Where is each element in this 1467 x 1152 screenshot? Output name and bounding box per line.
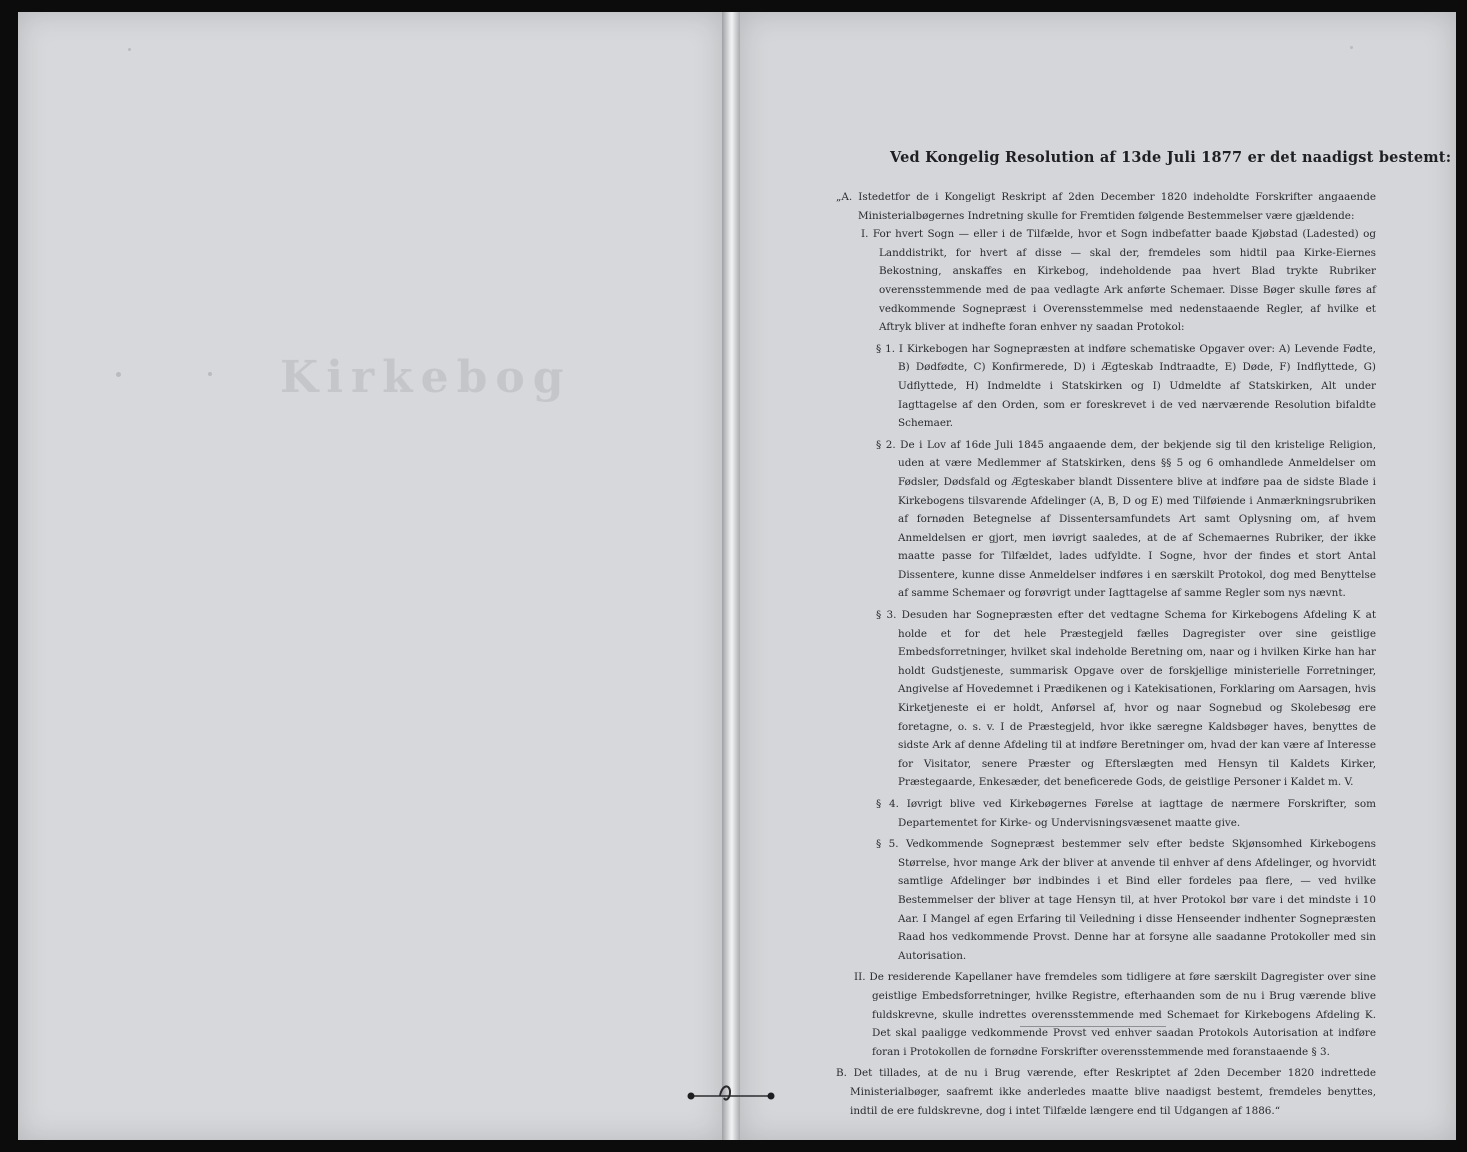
section-1 — [836, 340, 1376, 433]
paragraph-text: § 2. De i Lov af 16de Juli 1845 angaaende dem, der bekjende sig til den kristelige Religion, uden at være Medlemmer af Statskirken, dens §§ 5 og 6 omhandlede Anmeldelser om Fødsler, Dødsfald og Ægteskaber blandt Dissentere blive at indføre paa de sidste Blade i Kirkebogens tilsvarende Afdelinger (A, B, D og E) med Tilføiende i Anmærkningsrubriken af fornøden Betegnelse af Dissentersamfundets Art samt Oplysning om, af hvem Anmeldelsen er gjort, men iøvrigt saaledes, at de af Schemaernes Rubriker, der ikke maatte passe for Tilfældet, lades udfyldte. I Sogne, hvor der findes et stort Antal Dissentere, kunne disse Anmeldelser indføres i en særskilt Protokol, dog med Benyttelse af samme Schemaer og forøvrigt under Iagttagelse af samme Regler som nys nævnt. — [876, 438, 1376, 600]
paragraph-text: „A. Istedetfor de i Kongeligt Reskript af 2den December 1820 indeholdte Forskrifter angaaende Ministerialbøgernes Indretning skulle for Fremtiden følgende Bestemmelser være gjældende: — [836, 191, 1376, 222]
paragraph-i — [836, 225, 1376, 337]
paragraph-text: I. For hvert Sogn — eller i de Tilfælde, hvor et Sogn indbefatter baade Kjøbstad (Ladested) og Landdistrikt, for hvert af disse — skal der, fremdeles som hidtil paa Kirke-Eiernes Bekostning, anskaffes en Kirkebog, indeholdende paa hvert Blad trykte Rubriker overensstemmende med de paa vedlagte Ark anførte Schemaer. Disse Bøger skulle føres af vedkommende Sognepræst i Overensstemmelse med nedenstaaende Regler, af hvilke et Aftryk bliver at indhefte foran enhver ny saadan Protokol: — [861, 228, 1376, 334]
section-3 — [836, 606, 1376, 792]
section-4 — [836, 795, 1376, 832]
paragraph-text: II. De residerende Kapellaner have fremdeles som tidligere at føre særskilt Dagregister over sine geistlige Embedsforretninger, hvilke Registre, efterhaanden som de nu i Brug værende blive fuldskrevne, skulle indrettes overensstemmende med Schemaet for Kirkebogens Afdeling K. Det skal paaligge vedkommende Provst ved enhver saadan Protokols Autorisation at indføre foran i Protokollen de fornødne Forskrifter overensstemmende med foranstaaende § 3. — [854, 971, 1376, 1058]
binding-stitch-icon — [686, 1080, 776, 1110]
closing-rule — [1020, 1026, 1166, 1027]
paragraph-text: § 1. I Kirkebogen har Sognepræsten at indføre schematiske Opgaver over: A) Levende Fødte, B) Dødfødte, C) Konfirmerede, D) i Ægteskab Indtraadte, E) Døde, F) Indflyttede, G) Udflyttede, H) Indmeldte i Statskirken og I) Udmeldte af Statskirken, Alt under Iagttagelse af den Orden, som er foreskrevet i de ved nærværende Resolution bifaldte Schemaer. — [876, 342, 1376, 430]
right-page — [740, 12, 1456, 1140]
paragraph-ii — [836, 968, 1376, 1061]
paragraph-text: § 4. Iøvrigt blive ved Kirkebøgernes Førelse at iagttage de nærmere Forskrifter, som Departementet for Kirke- og Undervisningsvæsenet maatte give. — [876, 798, 1376, 829]
paragraph-text: § 3. Desuden har Sognepræsten efter det vedtagne Schema for Kirkebogens Afdeling K at holde et for det hele Præstegjeld fælles Dagregister over sine geistlige Embedsforretninger, hvilket skal indeholde Beretning om, naar og i hvilken Kirke han har holdt Gudstjeneste, summarisk Opgave over de forskjellige ministerielle Forretninger, Angivelse af Hovedemnet i Prædikenen og i Katekisationen, Forklaring om Aarsagen, hvis Kirketjeneste ei er holdt, Anførsel af, hvor og naar Sognebud og Skolebesøg ere foretagne, o. s. v. I de Præstegjeld, hvor ikke særegne Kaldsbøger haves, benyttes de sidste Ark af denne Afdeling til at indføre Beretninger om, hvad der kan være af Interesse for Visitator, senere Præster og Efterslægten med Hensyn til Kaldets Kirker, Præstegaarde, Enkesæder, det beneficerede Gods, de geistlige Personer i Kaldet m. V. — [876, 609, 1376, 789]
faint-title: Kirkebog — [280, 352, 572, 403]
left-page — [18, 12, 722, 1140]
resolution-body — [836, 188, 1376, 1120]
book-gutter — [722, 12, 740, 1140]
section-5 — [836, 835, 1376, 965]
paragraph-a — [836, 188, 1376, 225]
paragraph-text: § 5. Vedkommende Sognepræst bestemmer selv efter bedste Skjønsomhed Kirkebogens Størrelse, hvor mange Ark der bliver at anvende til enhver af dens Afdelinger, og hvorvidt samtlige Afdelinger bør indbindes i et Bind eller fordeles paa flere, — ved hvilke Bestemmelser der bliver at tage Hensyn til, at hver Protokol bør vare i det mindste i 10 Aar. I Mangel af egen Erfaring til Veiledning i disse Henseender indhenter Sognepræsten Raad hos vedkommende Provst. Denne har at forsyne alle saadanne Protokoller med sin Autorisation. — [876, 838, 1376, 962]
book-spread — [18, 12, 1456, 1140]
paragraph-text: B. Det tillades, at de nu i Brug værende, efter Reskriptet af 2den December 1820 indrettede Ministerialbøger, saafremt ikke anderledes maatte blive naadigst bestemt, fremdeles benyttes, indtil de ere fuldskrevne, dog i intet Tilfælde længere end til Udgangen af 1886.“ — [836, 1067, 1376, 1117]
dust-speck — [1350, 46, 1353, 49]
paragraph-b — [836, 1064, 1376, 1120]
dust-speck — [208, 372, 212, 376]
dust-speck — [116, 372, 121, 377]
dust-speck — [128, 48, 131, 51]
resolution-heading: Ved Kongelig Resolution af 13de Juli 1877 er det naadigst bestemt: — [890, 149, 1452, 166]
section-2 — [836, 436, 1376, 603]
